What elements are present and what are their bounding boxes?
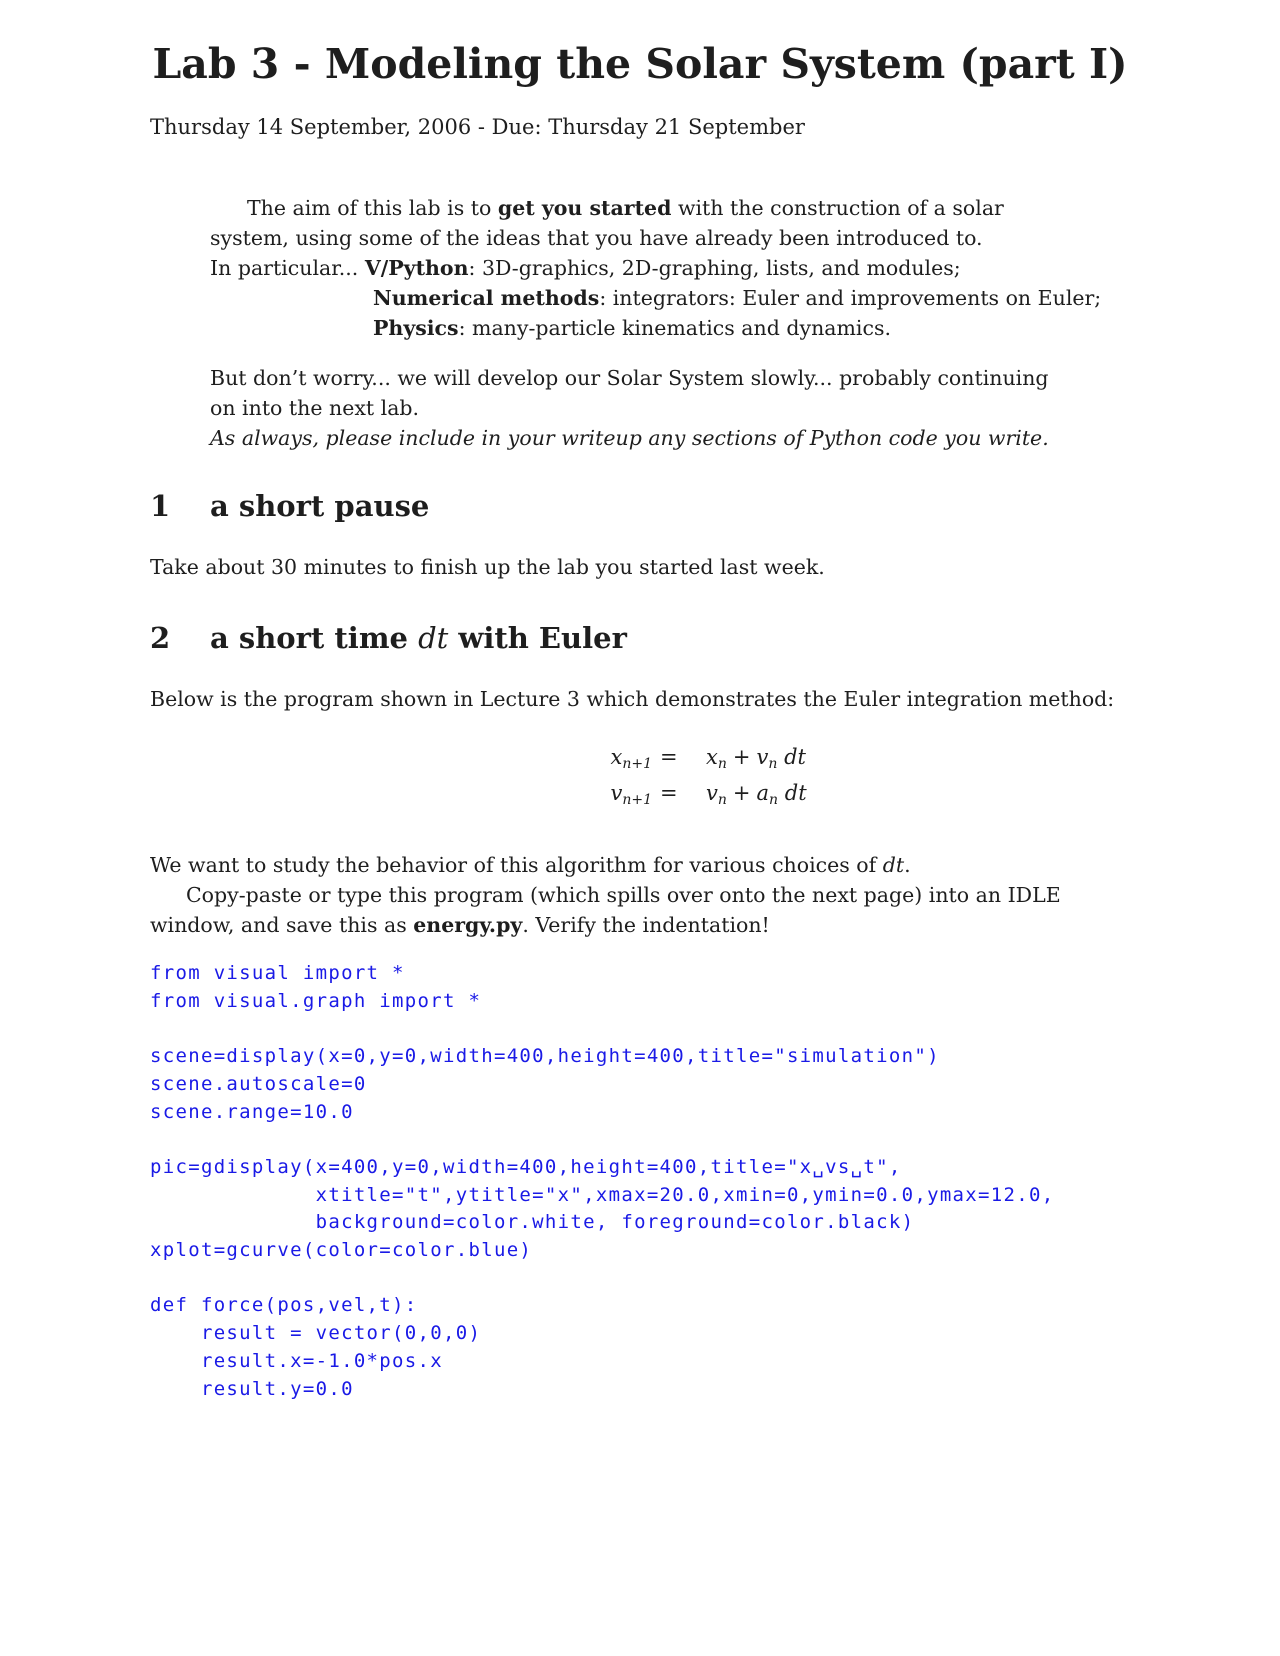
math-dt: dt bbox=[882, 853, 905, 877]
study-line: We want to study the behavior of this algorithm for various choices of dt. bbox=[150, 853, 911, 877]
date-line: Thursday 14 September, 2006 - Due: Thursday 21 September bbox=[150, 115, 805, 139]
section-2-heading: 2 a short time dt with Euler bbox=[150, 618, 627, 658]
abstract-line: The aim of this lab is to get you started with the construction of a solar bbox=[247, 196, 1004, 220]
abstract-note: As always, please include in your writeup any sections of Python code you write. bbox=[210, 426, 1049, 450]
copy-line: window, and save this as energy.py. Verify the indentation! bbox=[150, 913, 770, 937]
filename: energy.py bbox=[413, 913, 523, 937]
spacer bbox=[210, 343, 1100, 363]
equation-row bbox=[510, 781, 890, 817]
topic-python: V/Python bbox=[364, 256, 469, 280]
abstract-line: Numerical methods: integrators: Euler and improvements on Euler; bbox=[373, 286, 1102, 310]
equation-lhs: $v_{n+1}$ bbox=[610, 781, 652, 808]
equation-rhs: $x_n + v_n$ dt bbox=[706, 745, 806, 772]
abstract bbox=[210, 193, 1100, 453]
abstract-line: Physics: many-particle kinematics and dynamics. bbox=[373, 316, 892, 340]
section-number: 2 bbox=[150, 621, 171, 655]
document-title: Lab 3 - Modeling the Solar System (part I) bbox=[152, 40, 1128, 88]
section-1-heading bbox=[150, 486, 429, 526]
equation-rhs: $v_n + a_n$ dt bbox=[706, 781, 807, 808]
math-dt: dt bbox=[418, 621, 449, 655]
section-1-body: Take about 30 minutes to finish up the lab you started last week. bbox=[150, 555, 825, 579]
topic-physics: Physics bbox=[373, 316, 459, 340]
abstract-line: system, using some of the ideas that you have already been introduced to. bbox=[210, 226, 983, 250]
emphasis-text: get you started bbox=[497, 196, 672, 220]
copy-line: Copy-paste or type this program (which spills over onto the next page) into an IDLE bbox=[186, 883, 1061, 907]
abstract-line: on into the next lab. bbox=[210, 396, 420, 420]
abstract-line: But don’t worry... we will develop our Solar System slowly... probably continuing bbox=[210, 366, 1049, 390]
section-2-intro: Below is the program shown in Lecture 3 which demonstrates the Euler integration method: bbox=[150, 687, 1115, 711]
abstract-line: In particular... V/Python: 3D-graphics, 2D-graphing, lists, and modules; bbox=[210, 256, 961, 280]
equals-sign: = bbox=[660, 745, 678, 769]
equals-sign: = bbox=[660, 781, 678, 805]
code-listing: from visual import * from visual.graph import * scene=display(x=0,y=0,width=400,height=400,title="simulation") scene.autoscale=0 scene.range=10.0 pic=gdisplay(x=400,y=0,width=400,height=400,title="x␣vs␣t", xtitle="t",ytitle="x",xmax=20.0,xmin=0,ymin=0.0,ymax=12.0, background=color.white, foreground=color.black) xplot=gcurve(color=color.blue) def force(pos,vel,t): result = vector(0,0,0) result.x=-1.0*pos.x result.y=0.0 bbox=[150, 962, 1055, 1400]
section-title: a short pause bbox=[210, 489, 430, 523]
equation-lhs: $x_{n+1}$ bbox=[610, 745, 652, 772]
euler-equations bbox=[510, 745, 890, 817]
section-number: 1 bbox=[150, 489, 171, 523]
topic-numerical: Numerical methods bbox=[373, 286, 600, 310]
equation-row bbox=[510, 745, 890, 781]
